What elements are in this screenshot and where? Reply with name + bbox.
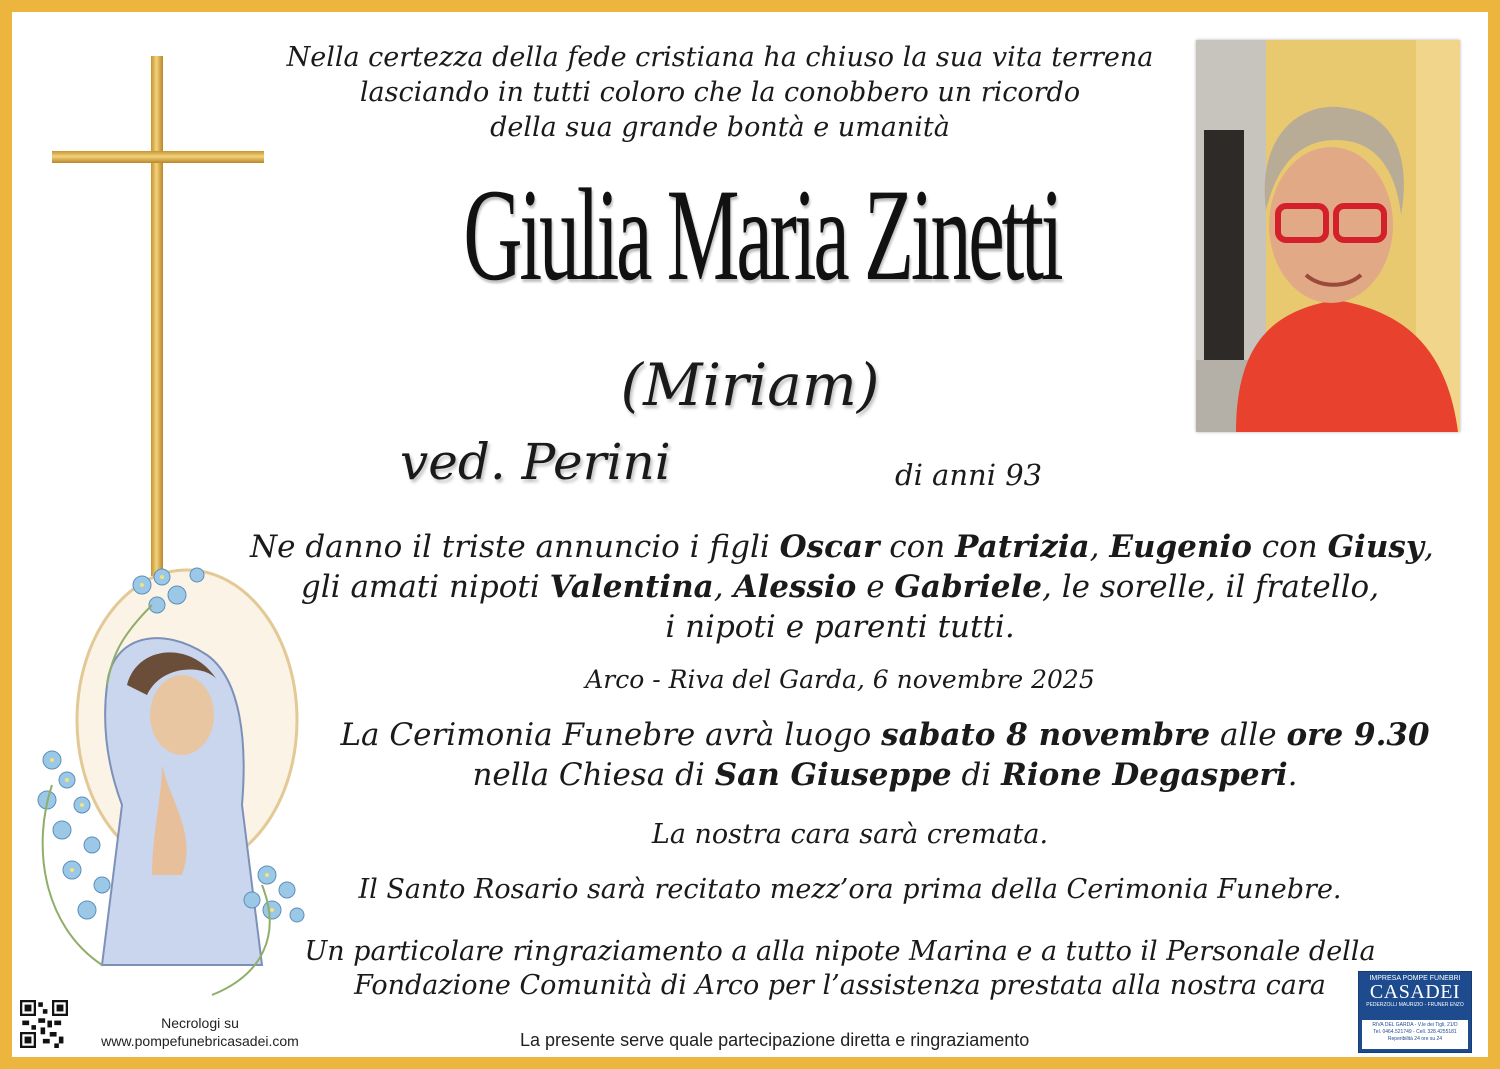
bold-name: Oscar xyxy=(779,529,880,565)
intro-line: della sua grande bontà e umanità xyxy=(490,112,950,143)
text-segment: alle xyxy=(1210,717,1287,753)
necrologi-url[interactable]: www.pompefunebricasadei.com xyxy=(101,1033,299,1049)
bold-name: Eugenio xyxy=(1109,529,1252,565)
logo-brand: CASADEI xyxy=(1369,981,1461,1003)
ceremony-line xyxy=(320,755,1450,795)
necrologi-label: Necrologi su xyxy=(161,1015,239,1031)
funeral-home-logo xyxy=(1358,971,1472,1053)
text-segment: , xyxy=(1423,529,1434,565)
bold-name: sabato 8 novembre xyxy=(881,717,1211,753)
intro-line: Nella certezza della fede cristiana ha chiuso la sua vita terrena xyxy=(286,42,1154,73)
logo-hours: Reperibilità 24 ore su 24 xyxy=(1387,1036,1443,1042)
intro-line: lasciando in tutti coloro che la conobbero un ricordo xyxy=(359,77,1081,108)
bold-name: Valentina xyxy=(549,569,714,605)
announcement-line: i nipoti e parenti tutti. xyxy=(665,609,1015,645)
text-segment: , le sorelle, il fratello, xyxy=(1042,569,1380,605)
bold-name: Rione Degasperi xyxy=(1001,757,1288,793)
necrologi-link[interactable] xyxy=(75,1014,325,1050)
thanks-line: Un particolare ringraziamento a alla nipote Marina e a tutto il Personale della xyxy=(304,936,1376,967)
logo-owners: PEDERZOLLI MAURIZIO - FRUNER ENZO xyxy=(1366,1002,1464,1008)
announcement xyxy=(250,527,1434,647)
text-segment: nella Chiesa di xyxy=(472,757,715,793)
qr-code-icon[interactable] xyxy=(20,1000,68,1048)
text-segment: gli amati nipoti xyxy=(300,569,550,605)
bold-name: ore 9.30 xyxy=(1286,717,1430,753)
rosary-note: Il Santo Rosario sarà recitato mezz’ora prima della Cerimonia Funebre. xyxy=(358,874,1342,905)
thanks-note xyxy=(280,935,1400,1003)
ceremony-info xyxy=(320,715,1450,795)
bold-name: Patrizia xyxy=(955,529,1090,565)
cremation-note: La nostra cara sarà cremata. xyxy=(651,819,1049,850)
footer-note: La presente serve quale partecipazione diretta e ringraziamento xyxy=(520,1030,1030,1050)
thanks-line: Fondazione Comunità di Arco per l’assistenza prestata alla nostra cara xyxy=(354,970,1326,1001)
bold-name: Alessio xyxy=(733,569,857,605)
portrait-photo xyxy=(1196,40,1460,432)
text-segment: . xyxy=(1287,757,1298,793)
bold-name: Giusy xyxy=(1327,529,1424,565)
deceased-name: Giulia Maria Zinetti xyxy=(463,161,1061,308)
text-segment: e xyxy=(856,569,895,605)
announcement-line xyxy=(250,527,1434,567)
logo-contacts xyxy=(1362,1020,1468,1049)
announcement-line xyxy=(250,567,1430,607)
text-segment: con xyxy=(1251,529,1328,565)
text-segment: , xyxy=(713,569,734,605)
intro-text xyxy=(240,40,1200,145)
text-segment: con xyxy=(879,529,956,565)
bold-name: Gabriele xyxy=(894,569,1042,605)
widow-of: ved. Perini xyxy=(400,433,671,491)
deceased-nickname: (Miriam) xyxy=(620,351,880,419)
logo-top: IMPRESA POMPE FUNEBRI xyxy=(1369,975,1461,982)
logo-phones: Tel. 0464.521749 - Cell. 328.4255181 xyxy=(1373,1029,1457,1035)
ceremony-line xyxy=(320,715,1450,755)
place-date: Arco - Riva del Garda, 6 novembre 2025 xyxy=(585,665,1095,694)
deceased-age: di anni 93 xyxy=(895,458,1043,492)
text-segment: , xyxy=(1089,529,1110,565)
text-segment: La Cerimonia Funebre avrà luogo xyxy=(340,717,882,753)
text-segment: di xyxy=(951,757,1002,793)
bold-name: San Giuseppe xyxy=(714,757,952,793)
text-segment: Ne danno il triste annuncio i figli xyxy=(250,529,780,565)
logo-address: RIVA DEL GARDA - V.le dei Tigli, 21/D xyxy=(1372,1022,1458,1028)
